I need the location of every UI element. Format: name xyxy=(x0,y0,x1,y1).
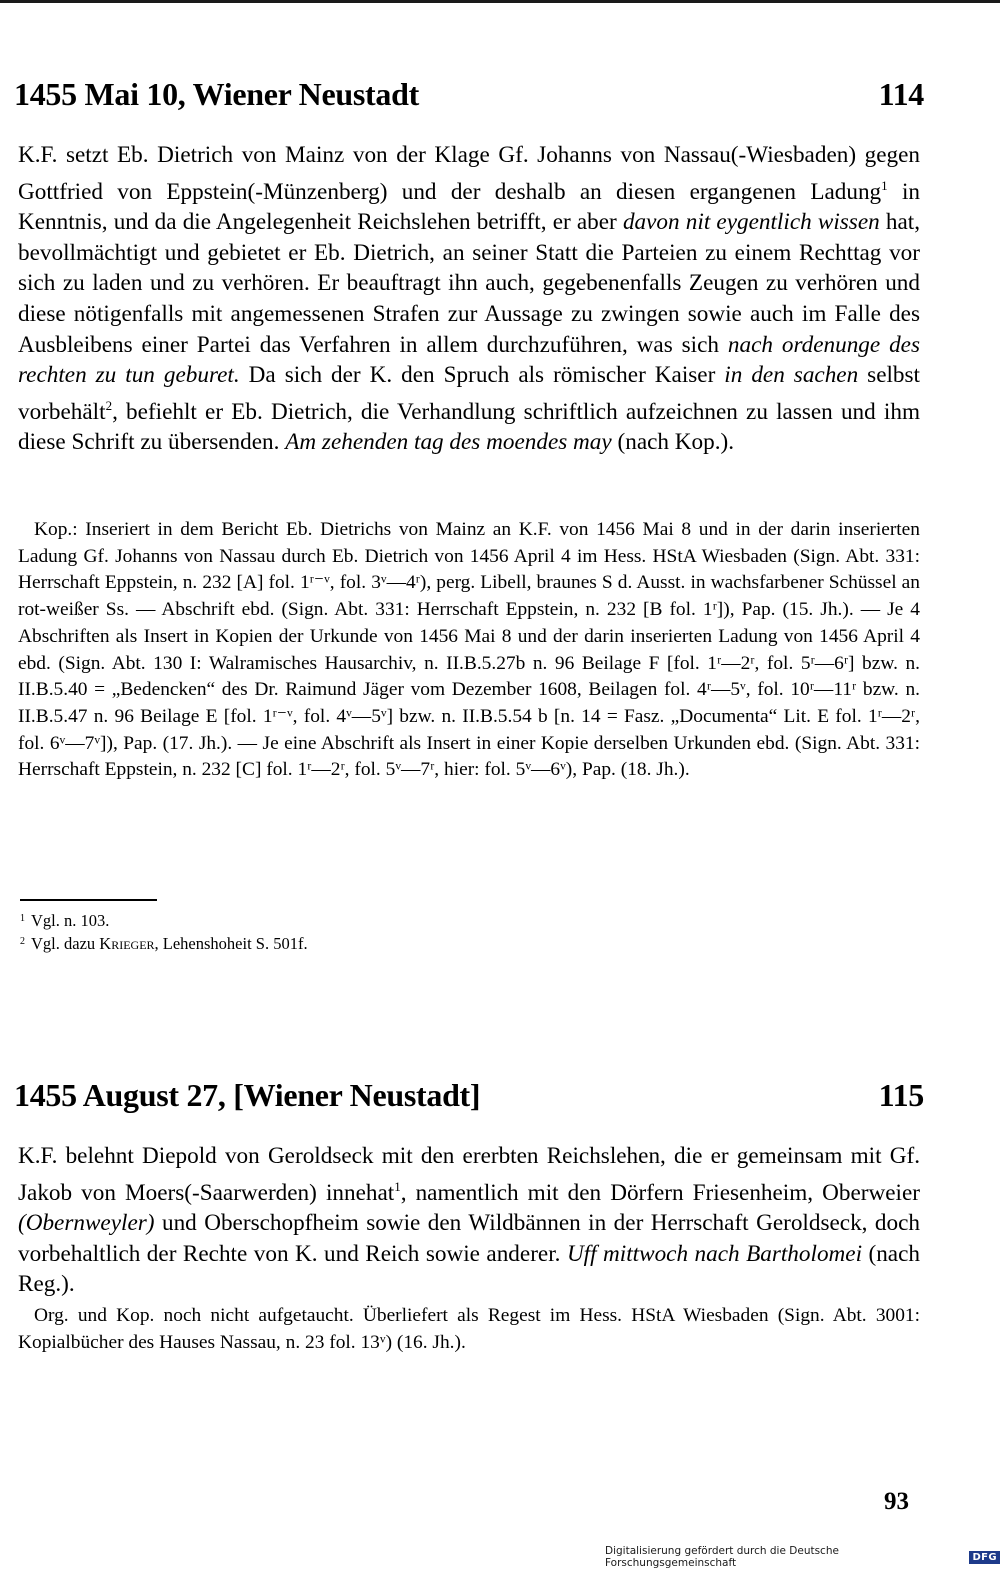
entry-date-place: 1455 August 27, [Wiener Neustadt] xyxy=(14,1077,481,1113)
footnote-ref[interactable]: 2 xyxy=(105,397,113,413)
funding-note: Digitalisierung gefördert durch die Deutsche Forschungsgemeinschaft xyxy=(605,1545,839,1569)
author-name: Krieger xyxy=(99,934,155,953)
entry-number: 114 xyxy=(878,76,924,112)
entry-date-place: 1455 Mai 10, Wiener Neustadt xyxy=(14,76,419,112)
dfg-logo: DFG xyxy=(969,1551,1000,1564)
footnote-rule xyxy=(20,899,157,901)
regest-text-115 xyxy=(18,1141,920,1300)
quoted-source-text: Uff mittwoch nach Bartholomei xyxy=(566,1240,863,1267)
transmission-note-text: Org. und Kop. noch nicht aufgetaucht. Überliefert als Regest im Hess. HStA Wiesbaden (Sign. Abt. 3001: Kopialbücher des Hauses Nassau, n. 23 fol. 13ᵛ) (16. Jh.). xyxy=(18,1305,920,1353)
quoted-source-text: Am zehenden tag des moendes may xyxy=(285,429,612,456)
footnotes xyxy=(20,908,620,954)
regest-run: K.F. setzt Eb. Dietrich von Mainz von der Klage Gf. Johanns von Nassau(-Wiesbaden) gegen Gottfried von Eppstein(-Münzenberg) und der deshalb an diesen ergangenen Ladung xyxy=(18,142,920,205)
regest-run: hat, bevollmächtigt und gebietet er Eb. Dietrich, an seiner Statt die Parteien zu einem Rechttag vor sich zu laden und zu verhören. Er beauftragt ihn auch, gegebenenfalls Zeugen zu verhören und diese nötigenfalls mit angemessenen Strafen zur Aussage zu zwingen sowie auch im Falle des Ausbleibens einer Partei das Verfahren in allem durchzuführen, was sich xyxy=(18,209,921,358)
quoted-source-text: nach ordenunge des rechten zu tun geburet. xyxy=(18,331,920,389)
regest-text-114 xyxy=(18,140,920,458)
regest-paragraph xyxy=(18,1141,920,1300)
entry-heading-114 xyxy=(14,76,924,113)
transmission-note-text: Kop.: Inseriert in dem Bericht Eb. Dietrichs von Mainz an K.F. von 1456 Mai 8 und in der darin inserierten Ladung Gf. Johanns von Nassau durch Eb. Dietrich von 1456 April 4 im Hess. HStA Wiesbaden (Sign. Abt. 331: Herrschaft Eppstein, n. 232 [A] fol. 1ʳ⁻ᵛ, fol. 3ᵛ—4ʳ), perg. Libell, braunes S d. Ausst. in wachsfarbener Schüssel an rot-weißer Ss. — Abschrift ebd. (Sign. Abt. 331: Herrschaft Eppstein, n. 232 [B fol. 1ʳ]), Pap. (15. Jh.). — Je 4 Abschriften als Insert in Kopien der Urkunde von 1456 Mai 8 und der darin inserierten Ladung von 1456 April 4 ebd. (Sign. Abt. 130 I: Walramisches Hausarchiv, n. II.B.5.27b n. 96 Beilage F [fol. 1ʳ—2ʳ, fol. 5ʳ—6ʳ] bzw. n. II.B.5.40 = „Bedencken“ des Dr. Raimund Jäger vom Dezember 1608, Beilagen fol. 4ʳ—5ᵛ, fol. 10ʳ—11ʳ bzw. n. II.B.5.47 n. 96 Beilage E [fol. 1ʳ⁻ᵛ, fol. 4ᵛ—5ᵛ] bzw. n. II.B.5.54 b [n. 14 = Fasz. „Documenta“ Lit. E fol. 1ʳ—2ʳ, fol. 6ᵛ—7ᵛ]), Pap. (17. Jh.). — Je eine Abschrift als Insert in einer Kopie derselben Urkunden ebd. (Sign. Abt. 331: Herrschaft Eppstein, n. 232 [C] fol. 1ʳ—2ʳ, fol. 5ᵛ—7ʳ, hier: fol. 5ᵛ—6ᵛ), Pap. (18. Jh.). xyxy=(18,519,920,781)
footnote-2: $^2$ Vgl. dazu Krieger, Lehenshoheit S. 501f. xyxy=(20,934,308,953)
regest-run: selbst vorbehält xyxy=(18,362,920,425)
regest-run: , befiehlt er Eb. Dietrich, die Verhandlung schriftlich aufzeichnen zu lassen und ihm diese Schrift zu übersenden. xyxy=(18,398,920,456)
page-number: 93 xyxy=(884,1488,909,1515)
regest-run: und Oberschopfheim sowie den Wildbännen in der Herrschaft Geroldseck, doch vorbehaltlich der Rechte von K. und Reich sowie anderer. xyxy=(18,1210,920,1267)
quoted-source-text: davon nit eygentlich wissen xyxy=(622,209,880,236)
regest-run: (nach Kop.). xyxy=(611,429,735,456)
footnote-1: $^1$ Vgl. n. 103. xyxy=(20,911,110,930)
funding-footer xyxy=(605,1545,1000,1569)
footnote-ref[interactable]: 1 xyxy=(394,1178,401,1194)
regest-paragraph xyxy=(18,140,920,458)
entry-heading-115 xyxy=(14,1077,924,1114)
scan-edge xyxy=(0,0,1000,3)
regest-run: Da sich der K. den Spruch als römischer Kaiser xyxy=(239,362,725,389)
regest-run: (nach Reg.). xyxy=(18,1240,920,1298)
footnote-ref[interactable]: 1 xyxy=(881,177,888,193)
quoted-source-text: (Obernweyler) xyxy=(18,1210,155,1237)
regest-run: K.F. belehnt Diepold von Geroldseck mit den ererbten Reichslehen, die er gemeinsam mit Gf. Jakob von Moers(-Saarwerden) innehat xyxy=(18,1143,920,1206)
regest-run: in Kenntnis, und da die Angelegenheit Reichslehen betrifft, er aber xyxy=(18,178,920,236)
transmission-note-115 xyxy=(18,1303,920,1356)
transmission-note-114 xyxy=(18,517,920,784)
entry-number: 115 xyxy=(878,1077,924,1113)
quoted-source-text: in den sachen xyxy=(724,362,859,389)
regest-run: , namentlich mit den Dörfern Friesenheim, Oberweier xyxy=(400,1179,921,1206)
